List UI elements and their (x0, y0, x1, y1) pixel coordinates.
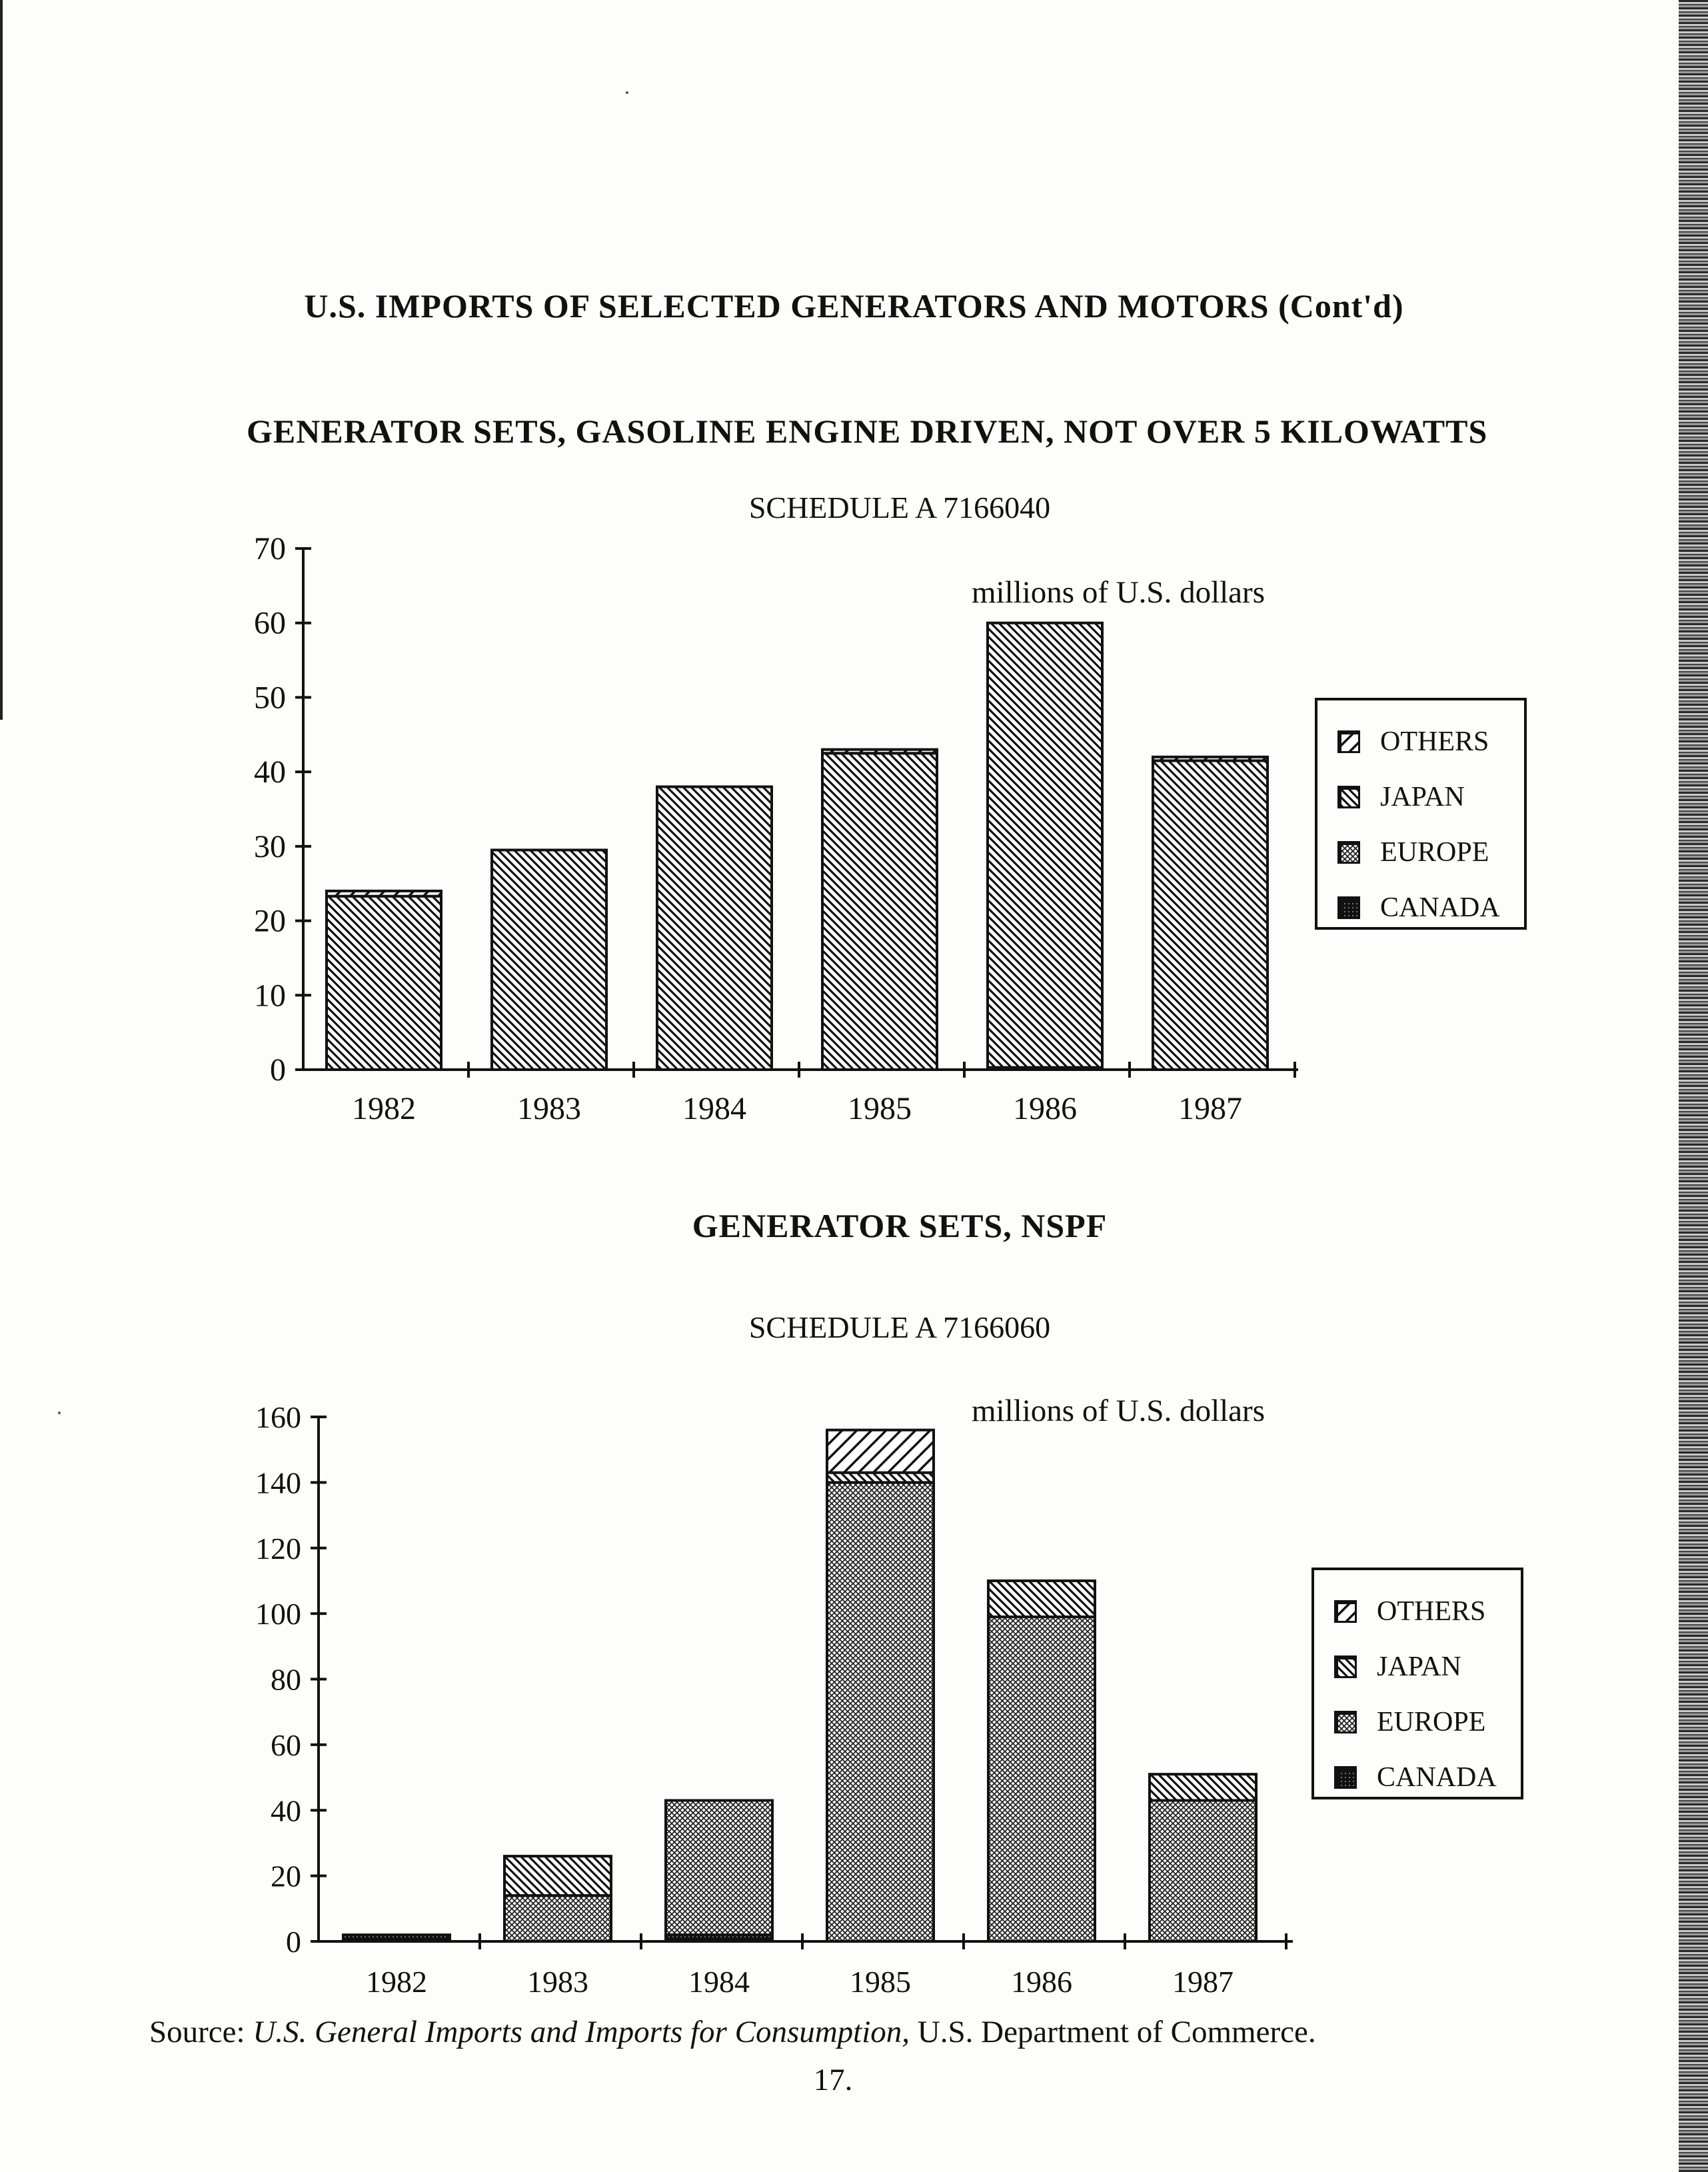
bar-segment-europe (504, 1895, 611, 1941)
legend-label: OTHERS (1380, 726, 1489, 757)
chart-1-units: millions of U.S. dollars (972, 575, 1265, 610)
legend-swatch-others (1334, 1600, 1357, 1623)
chart-1-title: GENERATOR SETS, GASOLINE ENGINE DRIVEN, NOT OVER 5 KILOWATTS (247, 413, 1488, 450)
legend-swatch-japan (1334, 1655, 1357, 1678)
legend-item-canada (1334, 1749, 1521, 1805)
y-tick-label: 10 (254, 978, 286, 1014)
legend-label: CANADA (1380, 892, 1500, 923)
page-title: U.S. IMPORTS OF SELECTED GENERATORS AND MOTORS (Cont'd) (304, 287, 1404, 325)
legend-label: EUROPE (1377, 1706, 1486, 1737)
x-tick-label: 1982 (352, 1091, 416, 1126)
y-tick-label: 120 (255, 1531, 301, 1566)
chart-1-subtitle: SCHEDULE A 7166040 (748, 491, 1051, 525)
x-tick-label: 1983 (517, 1091, 581, 1126)
x-tick-label: 1986 (1013, 1091, 1077, 1126)
x-tick-label: 1983 (527, 1965, 588, 1999)
chart-2-units: millions of U.S. dollars (972, 1394, 1265, 1428)
y-tick-label: 160 (255, 1400, 301, 1434)
legend-swatch-europe (1334, 1711, 1357, 1733)
x-tick-label: 1982 (366, 1965, 427, 1999)
y-tick-label: 80 (271, 1662, 301, 1697)
legend-label: JAPAN (1380, 781, 1465, 812)
y-tick-label: 100 (255, 1597, 301, 1631)
bar-segment-europe (827, 1482, 934, 1941)
legend-label: CANADA (1377, 1761, 1497, 1793)
y-tick-label: 20 (271, 1859, 301, 1893)
source-prefix: Source: (149, 2015, 253, 2049)
bar-segment-japan (827, 1473, 934, 1483)
source-note (149, 2014, 1316, 2050)
legend-label: EUROPE (1380, 836, 1489, 868)
y-tick-label: 140 (255, 1466, 301, 1500)
x-tick-label: 1987 (1172, 1965, 1234, 1999)
bar-segment-europe (988, 1617, 1095, 1941)
source-suffix: U.S. Department of Commerce. (910, 2015, 1316, 2049)
bar-segment-japan (504, 1856, 611, 1895)
legend-label: JAPAN (1377, 1651, 1461, 1682)
bar-segment-japan (988, 1581, 1095, 1617)
y-tick-label: 60 (254, 605, 286, 641)
y-tick-label: 40 (254, 754, 286, 790)
bar-segment-japan (1150, 1774, 1256, 1800)
y-tick-label: 0 (286, 1925, 301, 1959)
y-tick-label: 70 (254, 531, 286, 566)
legend-item-japan (1334, 1639, 1521, 1694)
bar-segment-europe (1150, 1800, 1256, 1941)
y-tick-label: 60 (271, 1727, 301, 1762)
page-number: 17. (813, 2063, 853, 2097)
y-tick-label: 40 (271, 1793, 301, 1828)
x-tick-label: 1986 (1011, 1965, 1072, 1999)
y-tick-label: 30 (254, 828, 286, 864)
x-tick-label: 1985 (848, 1091, 912, 1126)
x-tick-label: 1984 (688, 1965, 750, 1999)
x-tick-label: 1985 (850, 1965, 911, 1999)
bar-segment-others (827, 1430, 934, 1473)
legend-swatch-canada (1334, 1766, 1357, 1789)
bar-segment-canada (343, 1935, 450, 1941)
x-tick-label: 1984 (682, 1091, 746, 1126)
chart-2-title: GENERATOR SETS, NSPF (692, 1207, 1108, 1244)
y-tick-label: 0 (270, 1052, 286, 1088)
chart-2-subtitle: SCHEDULE A 7166060 (748, 1310, 1051, 1344)
source-title: U.S. General Imports and Imports for Consumption, (253, 2015, 910, 2049)
y-tick-label: 20 (254, 903, 286, 939)
x-tick-label: 1987 (1178, 1091, 1242, 1126)
legend-item-others (1334, 1584, 1521, 1639)
y-tick-label: 50 (254, 680, 286, 716)
legend-item-europe (1334, 1694, 1521, 1749)
legend-label: OTHERS (1377, 1596, 1486, 1627)
chart-2-legend (1311, 1568, 1523, 1799)
bar-segment-europe (666, 1800, 772, 1935)
